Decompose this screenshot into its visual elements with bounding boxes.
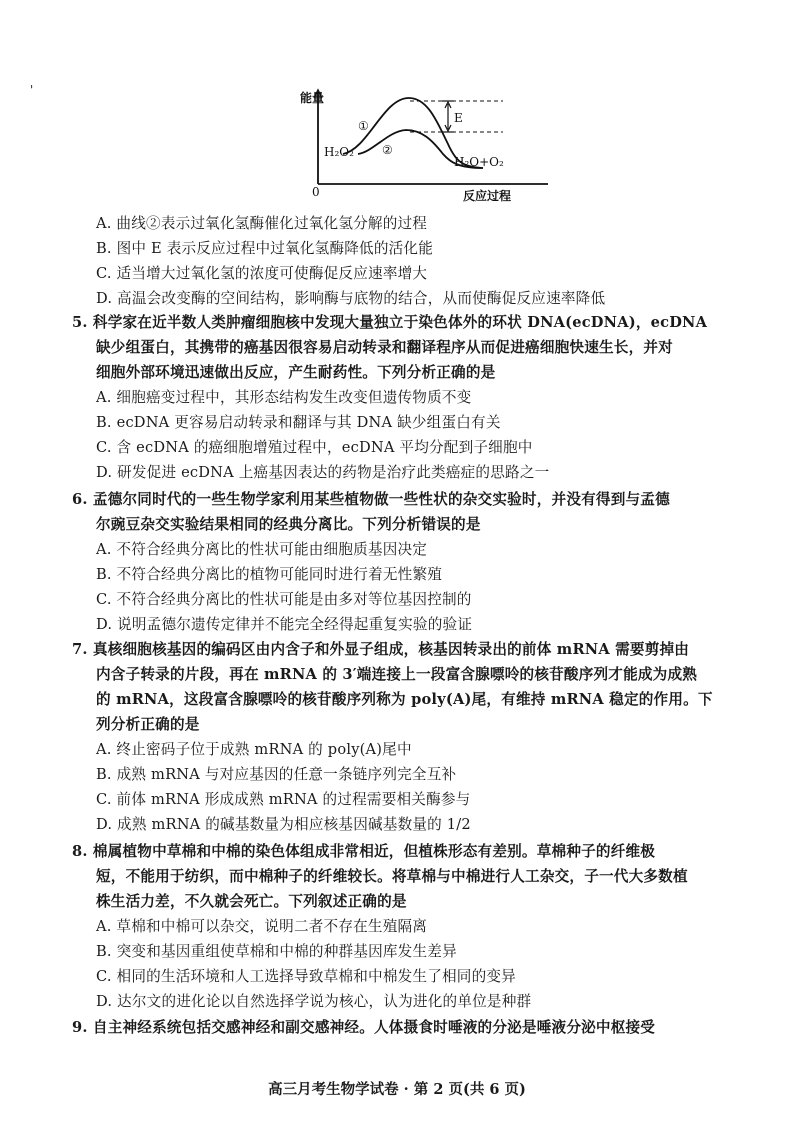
energy-diagram — [298, 84, 558, 202]
q4-option-c: C. 适当增大过氧化氢的浓度可使酶促反应速率增大 — [96, 265, 428, 282]
q7-stem-line-3: 的 mRNA，这段富含腺嘌呤的核苷酸序列称为 poly(A)尾，有维持 mRNA 稳定的作用。下 — [96, 691, 713, 708]
q5-option-b: B. ecDNA 更容易启动转录和翻译与其 DNA 缺少组蛋白有关 — [96, 414, 501, 431]
q4-option-b: B. 图中 E 表示反应过程中过氧化氢酶降低的活化能 — [96, 240, 434, 257]
x-axis-label: 反应过程 — [463, 189, 512, 202]
q5-option-d: D. 研发促进 ecDNA 上癌基因表达的药物是治疗此类癌症的思路之一 — [96, 464, 550, 481]
q6-option-d: D. 说明孟德尔遗传定律并不能完全经得起重复实验的验证 — [96, 616, 473, 633]
q5-stem-line-1: 5. 科学家在近半数人类肿瘤细胞核中发现大量独立于染色体外的环状 DNA(ecDNA)，ecDNA — [72, 314, 708, 331]
q6-stem-line-2: 尔豌豆杂交实验结果相同的经典分离比。下列分析错误的是 — [96, 516, 481, 533]
q5-option-c: C. 含 ecDNA 的癌细胞增殖过程中，ecDNA 平均分配到子细胞中 — [96, 439, 533, 456]
q8-stem-line-2: 短，不能用于纺织，而中棉种子的纤维较长。将草棉与中棉进行人工杂交，子一代大多数植 — [96, 868, 688, 885]
q8-stem-line-3: 株生活力差，不久就会死亡。下列叙述正确的是 — [96, 893, 407, 910]
q8-option-b: B. 突变和基因重组使草棉和中棉的种群基因库发生差异 — [96, 943, 457, 960]
origin-label: 0 — [312, 185, 320, 199]
energy-diagram-svg — [298, 84, 558, 202]
q7-stem-line-2: 内含子转录的片段，再在 mRNA 的 3′端连接上一段富含腺嘌呤的核苷酸序列才能成为成熟 — [96, 666, 698, 683]
reactant-label: H₂O₂ — [324, 145, 354, 159]
page-footer: 高三月考生物学试卷 · 第 2 页(共 6 页) — [268, 1081, 526, 1098]
q6-option-c: C. 不符合经典分离比的性状可能是由多对等位基因控制的 — [96, 591, 472, 608]
scan-mark: ' — [30, 83, 34, 97]
q7-option-c: C. 前体 mRNA 形成成熟 mRNA 的过程需要相关酶参与 — [96, 791, 471, 808]
q5-stem-line-2: 缺少组蛋白，其携带的癌基因很容易启动转录和翻译程序从而促进癌细胞快速生长，并对 — [96, 339, 673, 356]
q7-option-a: A. 终止密码子位于成熟 mRNA 的 poly(A)尾中 — [96, 741, 412, 758]
q6-stem-line-1: 6. 孟德尔同时代的一些生物学家利用某些植物做一些性状的杂交实验时，并没有得到与孟德 — [72, 491, 670, 508]
q5-option-a: A. 细胞癌变过程中，其形态结构发生改变但遗传物质不变 — [96, 389, 472, 406]
curve-2-label: ② — [382, 143, 393, 157]
q4-option-d: D. 高温会改变酶的空间结构，影响酶与底物的结合，从而使酶促反应速率降低 — [96, 290, 606, 307]
y-axis-label: 能量 — [300, 91, 325, 105]
q8-option-c: C. 相同的生活环境和人工选择导致草棉和中棉发生了相同的变异 — [96, 968, 516, 985]
q7-stem-line-1: 7. 真核细胞核基因的编码区由内含子和外显子组成，核基因转录出的前体 mRNA 需要剪掉由 — [72, 641, 690, 658]
product-label: H₂O+O₂ — [454, 155, 504, 169]
q8-option-d: D. 达尔文的进化论以自然选择学说为核心，认为进化的单位是种群 — [96, 993, 532, 1010]
q7-stem-line-4: 列分析正确的是 — [96, 716, 200, 733]
q5-stem-line-3: 细胞外部环境迅速做出反应，产生耐药性。下列分析正确的是 — [96, 364, 496, 381]
e-label: E — [454, 111, 463, 125]
q7-option-b: B. 成熟 mRNA 与对应基因的任意一条链序列完全互补 — [96, 766, 457, 783]
curve-1-label: ① — [358, 119, 369, 133]
q6-option-b: B. 不符合经典分离比的植物可能同时进行着无性繁殖 — [96, 566, 443, 583]
q9-stem-line-1: 9. 自主神经系统包括交感神经和副交感神经。人体摄食时唾液的分泌是唾液分泌中枢接受 — [72, 1019, 656, 1036]
q4-option-a: A. 曲线②表示过氧化氢酶催化过氧化氢分解的过程 — [96, 215, 428, 232]
q8-option-a: A. 草棉和中棉可以杂交，说明二者不存在生殖隔离 — [96, 918, 428, 935]
q8-stem-line-1: 8. 棉属植物中草棉和中棉的染色体组成非常相近，但植株形态有差别。草棉种子的纤维极 — [72, 843, 656, 860]
q6-option-a: A. 不符合经典分离比的性状可能由细胞质基因决定 — [96, 541, 428, 558]
q7-option-d: D. 成熟 mRNA 的碱基数量为相应核基因碱基数量的 1/2 — [96, 816, 471, 833]
